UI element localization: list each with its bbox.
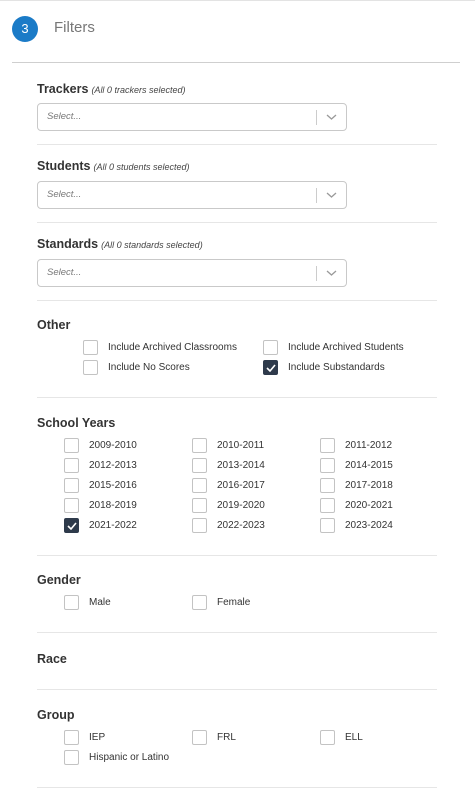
students-selected-note: (All 0 students selected) <box>93 162 190 172</box>
trackers-select-placeholder: Select... <box>47 111 82 122</box>
section-divider <box>37 555 437 556</box>
checkbox-school-year-2021-2022[interactable] <box>64 518 137 533</box>
checkbox-box[interactable] <box>64 730 79 745</box>
checkbox-box[interactable] <box>320 438 335 453</box>
standards-section <box>37 235 437 253</box>
group-section <box>37 706 437 724</box>
checkbox-label: Include Substandards <box>288 362 385 373</box>
section-divider <box>37 787 437 788</box>
checkbox-label: Include Archived Classrooms <box>108 342 237 353</box>
school-years-title: School Years <box>37 416 116 430</box>
checkbox-box[interactable] <box>64 518 79 533</box>
gender-section <box>37 571 437 589</box>
checkbox-box[interactable] <box>64 438 79 453</box>
checkbox-label: ELL <box>345 732 363 743</box>
trackers-select[interactable] <box>37 103 347 131</box>
checkbox-include-no-scores[interactable] <box>83 360 190 375</box>
checkbox-label: Female <box>217 597 251 608</box>
header-divider <box>12 62 460 63</box>
checkbox-box[interactable] <box>83 360 98 375</box>
checkbox-box[interactable] <box>192 730 207 745</box>
checkbox-label: 2019-2020 <box>217 500 265 511</box>
checkbox-box[interactable] <box>320 478 335 493</box>
checkbox-label: Male <box>89 597 111 608</box>
section-divider <box>37 632 437 633</box>
checkbox-group-ell[interactable] <box>320 730 363 745</box>
checkbox-school-year-2013-2014[interactable] <box>192 458 265 473</box>
select-separator <box>316 110 317 125</box>
checkbox-include-archived-classrooms[interactable] <box>83 340 237 355</box>
checkbox-box[interactable] <box>64 498 79 513</box>
checkbox-school-year-2018-2019[interactable] <box>64 498 137 513</box>
checkbox-label: 2011-2012 <box>345 440 393 451</box>
section-divider <box>37 144 437 145</box>
checkbox-group-hispanic-or-latino[interactable] <box>64 750 169 765</box>
checkbox-school-year-2010-2011[interactable] <box>192 438 264 453</box>
chevron-down-icon[interactable] <box>326 190 337 200</box>
other-section <box>37 316 437 334</box>
checkbox-box[interactable] <box>64 750 79 765</box>
checkbox-box[interactable] <box>64 595 79 610</box>
checkmark-icon <box>67 522 77 530</box>
checkbox-box[interactable] <box>192 478 207 493</box>
checkbox-box[interactable] <box>64 478 79 493</box>
group-title: Group <box>37 708 75 722</box>
students-title: Students <box>37 159 91 173</box>
section-divider <box>37 689 437 690</box>
checkbox-box[interactable] <box>263 360 278 375</box>
checkbox-include-archived-students[interactable] <box>263 340 404 355</box>
race-title: Race <box>37 652 67 666</box>
checkbox-gender-male[interactable] <box>64 595 111 610</box>
checkbox-label: 2020-2021 <box>345 500 393 511</box>
checkbox-label: 2018-2019 <box>89 500 137 511</box>
checkbox-box[interactable] <box>192 458 207 473</box>
checkbox-box[interactable] <box>192 595 207 610</box>
select-separator <box>316 188 317 203</box>
checkbox-box[interactable] <box>192 518 207 533</box>
checkbox-label: 2016-2017 <box>217 480 265 491</box>
checkbox-label: 2013-2014 <box>217 460 265 471</box>
checkbox-label: Include Archived Students <box>288 342 404 353</box>
checkbox-label: 2014-2015 <box>345 460 393 471</box>
checkbox-label: Include No Scores <box>108 362 190 373</box>
checkbox-school-year-2017-2018[interactable] <box>320 478 393 493</box>
checkbox-school-year-2009-2010[interactable] <box>64 438 137 453</box>
trackers-section <box>37 80 437 98</box>
checkbox-group-iep[interactable] <box>64 730 105 745</box>
students-select[interactable] <box>37 181 347 209</box>
checkbox-school-year-2011-2012[interactable] <box>320 438 392 453</box>
checkbox-school-year-2015-2016[interactable] <box>64 478 137 493</box>
checkbox-label: 2015-2016 <box>89 480 137 491</box>
checkbox-box[interactable] <box>83 340 98 355</box>
checkbox-group-frl[interactable] <box>192 730 236 745</box>
gender-title: Gender <box>37 573 81 587</box>
students-section <box>37 157 437 175</box>
standards-title: Standards <box>37 237 99 251</box>
chevron-down-icon[interactable] <box>326 268 337 278</box>
checkbox-label: 2023-2024 <box>345 520 393 531</box>
standards-select-placeholder: Select... <box>47 267 82 278</box>
checkbox-label: FRL <box>217 732 236 743</box>
race-section <box>37 650 437 668</box>
page-title: Filters <box>54 19 95 36</box>
checkbox-label: 2017-2018 <box>345 480 393 491</box>
checkbox-label: Hispanic or Latino <box>89 752 170 763</box>
step-number-badge: 3 <box>12 16 38 42</box>
checkbox-box[interactable] <box>320 498 335 513</box>
checkbox-school-year-2020-2021[interactable] <box>320 498 393 513</box>
select-separator <box>316 266 317 281</box>
checkbox-school-year-2022-2023[interactable] <box>192 518 265 533</box>
section-divider <box>37 222 437 223</box>
checkbox-school-year-2012-2013[interactable] <box>64 458 137 473</box>
checkbox-include-substandards[interactable] <box>263 360 385 375</box>
checkbox-label: 2012-2013 <box>89 460 137 471</box>
checkbox-box[interactable] <box>263 340 278 355</box>
trackers-selected-note: (All 0 trackers selected) <box>91 85 186 95</box>
checkbox-gender-female[interactable] <box>192 595 250 610</box>
checkbox-box[interactable] <box>192 498 207 513</box>
school-years-section <box>37 414 437 432</box>
checkbox-box[interactable] <box>192 438 207 453</box>
checkbox-school-year-2014-2015[interactable] <box>320 458 393 473</box>
checkbox-school-year-2016-2017[interactable] <box>192 478 265 493</box>
students-select-placeholder: Select... <box>47 189 82 200</box>
checkbox-box[interactable] <box>320 458 335 473</box>
checkbox-label: 2010-2011 <box>217 440 265 451</box>
checkbox-label: 2022-2023 <box>217 520 265 531</box>
checkbox-box[interactable] <box>320 730 335 745</box>
section-divider <box>37 300 437 301</box>
checkbox-school-year-2023-2024[interactable] <box>320 518 393 533</box>
checkbox-box[interactable] <box>64 458 79 473</box>
checkbox-box[interactable] <box>320 518 335 533</box>
checkmark-icon <box>266 364 276 372</box>
filters-header <box>0 0 475 60</box>
trackers-title: Trackers <box>37 82 89 96</box>
standards-selected-note: (All 0 standards selected) <box>101 240 203 250</box>
checkbox-school-year-2019-2020[interactable] <box>192 498 265 513</box>
section-divider <box>37 397 437 398</box>
checkbox-label: IEP <box>89 732 106 743</box>
checkbox-label: 2009-2010 <box>89 440 137 451</box>
standards-select[interactable] <box>37 259 347 287</box>
other-title: Other <box>37 318 71 332</box>
checkbox-label: 2021-2022 <box>89 520 137 531</box>
chevron-down-icon[interactable] <box>326 112 337 122</box>
